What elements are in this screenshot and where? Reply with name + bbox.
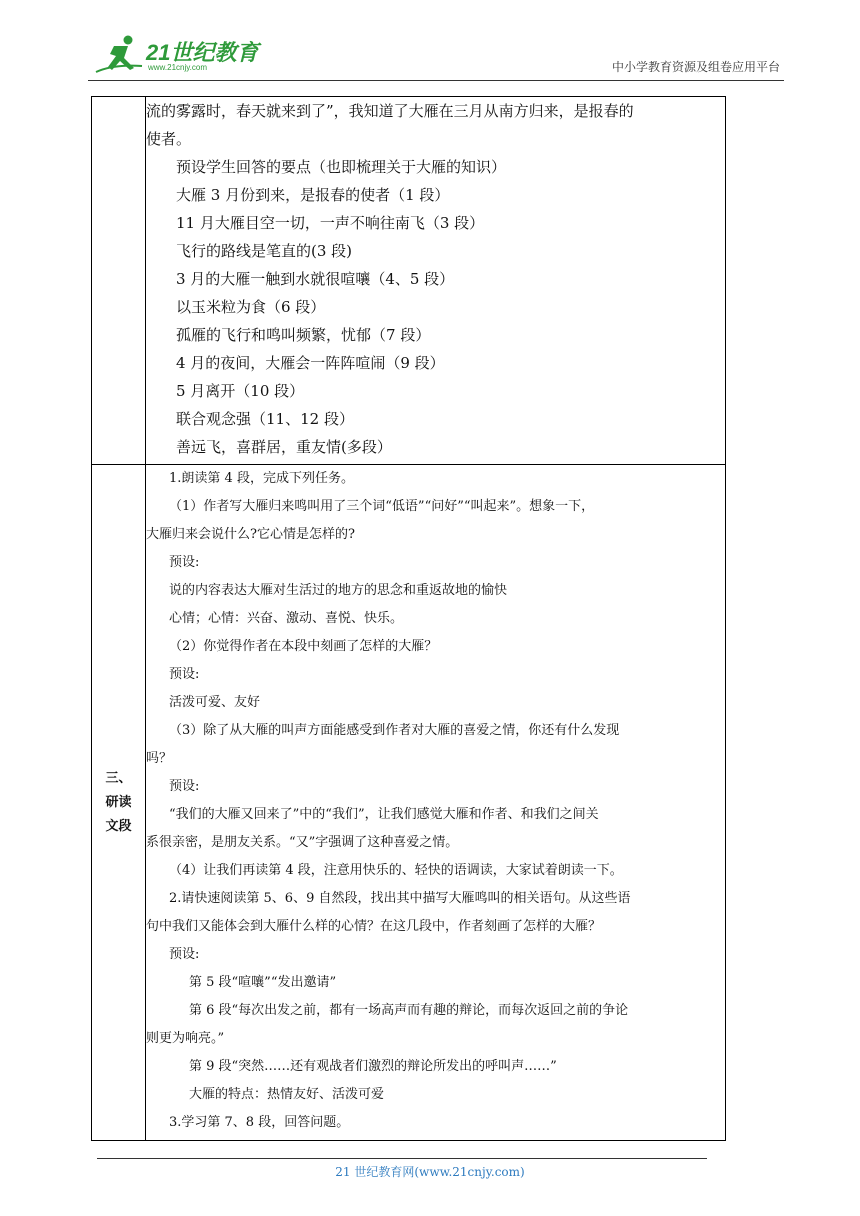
text-line: 11 月大雁目空一切，一声不响往南飞（3 段） bbox=[176, 214, 485, 232]
text-line: 大雁 3 月份到来，是报春的使者（1 段） bbox=[176, 186, 450, 204]
text-line: 预设: bbox=[169, 667, 200, 682]
platform-title: 中小学教育资源及组卷应用平台 bbox=[611, 60, 780, 74]
text-line: 活泼可爱、友好 bbox=[169, 695, 261, 710]
text-line: 以玉米粒为食（6 段） bbox=[176, 298, 326, 316]
logo-text: 21世纪教育 bbox=[146, 40, 259, 65]
text-line: 预设: bbox=[169, 947, 200, 962]
text-line: 孤雁的飞行和鸣叫频繁，忧郁（7 段） bbox=[176, 326, 431, 344]
text-line: （3）除了从大雁的叫声方面能感受到作者对大雁的喜爱之情，你还有什么发现 bbox=[169, 723, 620, 738]
text-line: 善远飞，喜群居，重友情(多段） bbox=[176, 438, 392, 456]
section-label: 研读 bbox=[105, 794, 132, 810]
text-line: 1.朗读第 4 段，完成下列任务。 bbox=[169, 471, 354, 486]
text-line: 预设: bbox=[169, 779, 200, 794]
text-line: 3.学习第 7、8 段，回答问题。 bbox=[169, 1115, 350, 1130]
text-line: 流的雾露时，春天就来到了”，我知道了大雁在三月从南方归来，是报春的 bbox=[146, 102, 634, 120]
text-line: 系很亲密，是朋友关系。“又”字强调了这种喜爱之情。 bbox=[146, 835, 459, 850]
section-label: 三、 bbox=[105, 770, 132, 786]
logo-url: www.21cnjy.com bbox=[148, 63, 207, 72]
text-line: （4）让我们再读第 4 段，注意用快乐的、轻快的语调读，大家试着朗读一下。 bbox=[169, 863, 623, 878]
text-line: 第 9 段“突然……还有观战者们激烈的辩论所发出的呼叫声……” bbox=[189, 1059, 557, 1074]
text-line: “我们的大雁又回来了”中的“我们”，让我们感觉大雁和作者、和我们之间关 bbox=[169, 807, 599, 822]
text-line: 预设: bbox=[169, 555, 200, 570]
footer-divider bbox=[97, 1158, 707, 1159]
text-line: 第 6 段“每次出发之前，都有一场高声而有趣的辩论，而每次返回之前的争论 bbox=[189, 1003, 629, 1018]
content-cell bbox=[146, 465, 726, 1141]
text-line: 2.请快速阅读第 5、6、9 自然段，找出其中描写大雁鸣叫的相关语句。从这些语 bbox=[169, 891, 631, 906]
header-divider bbox=[88, 80, 784, 81]
text-line: 心情；心情：兴奋、激动、喜悦、快乐。 bbox=[169, 611, 404, 626]
text-line: 说的内容表达大雁对生活过的地方的思念和重返故地的愉快 bbox=[169, 583, 508, 598]
footer-link[interactable]: 21 世纪教育网(www.21cnjy.com) bbox=[335, 1165, 525, 1179]
logo bbox=[94, 34, 264, 76]
table-row bbox=[92, 97, 726, 465]
text-line: 句中我们又能体会到大雁什么样的心情？在这几段中，作者刻画了怎样的大雁？ bbox=[146, 919, 602, 934]
section-label-cell bbox=[92, 465, 146, 1141]
lesson-table bbox=[91, 96, 726, 1141]
text-line: 则更为响亮。” bbox=[146, 1031, 225, 1046]
text-line: 3 月的大雁一触到水就很喧嚷（4、5 段） bbox=[176, 270, 455, 288]
page-header bbox=[88, 34, 784, 78]
text-line: 大雁归来会说什么?它心情是怎样的? bbox=[146, 527, 355, 542]
text-line: 第 5 段“喧嚷”“发出邀请” bbox=[189, 975, 337, 990]
text-line: 预设学生回答的要点（也即梳理关于大雁的知识） bbox=[176, 158, 507, 176]
text-line: 5 月离开（10 段） bbox=[176, 382, 305, 400]
text-line: （1）作者写大雁归来鸣叫用了三个词“低语”“问好”“叫起来”。想象一下， bbox=[169, 499, 595, 514]
text-line: 大雁的特点：热情友好、活泼可爱 bbox=[189, 1087, 385, 1102]
section-label: 文段 bbox=[105, 818, 132, 834]
text-line: （2）你觉得作者在本段中刻画了怎样的大雁？ bbox=[169, 639, 438, 654]
table-row bbox=[92, 465, 726, 1141]
runner-logo-icon bbox=[94, 34, 146, 76]
section-label-cell bbox=[92, 97, 146, 465]
text-line: 飞行的路线是笔直的(3 段) bbox=[176, 242, 353, 260]
text-line: 联合观念强（11、12 段） bbox=[176, 410, 354, 428]
text-line: 吗？ bbox=[146, 751, 173, 766]
text-line: 使者。 bbox=[146, 130, 192, 148]
text-line: 4 月的夜间，大雁会一阵阵喧闹（9 段） bbox=[176, 354, 445, 372]
content-cell bbox=[146, 97, 726, 465]
